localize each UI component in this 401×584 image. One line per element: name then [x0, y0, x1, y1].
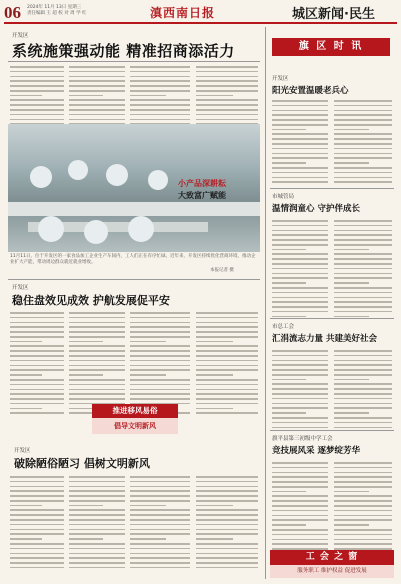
page-meta: 2024年 11月 13日 星期三 责任编辑 王 超 校 对 周 学 红 — [27, 5, 87, 16]
story2-tag: 开发区 — [12, 285, 29, 291]
lead-body-col3 — [130, 66, 190, 125]
right3-rule — [270, 318, 394, 319]
workers-box-title: 工 会 之 窗 — [270, 550, 394, 565]
newspaper-logo: 滇西南日报 — [150, 6, 216, 20]
right2-body-col1 — [272, 220, 328, 317]
right1-body-col1 — [272, 100, 328, 183]
right1-headline: 阳光安置温暖老兵心 — [272, 86, 349, 96]
feature-banner-label: 推进移风易俗 — [92, 404, 178, 418]
main-photo — [8, 124, 260, 252]
story3-body-col3 — [130, 476, 190, 568]
story2-body-col1 — [10, 312, 64, 414]
right4-headline: 竞技展风采 逐梦绽芳华 — [272, 446, 360, 456]
lead-tag: 开发区 — [12, 33, 29, 39]
right1-body-col2 — [334, 100, 392, 183]
section-title: 城区新闻·民生 — [292, 7, 375, 22]
story3-body-col4 — [196, 476, 258, 568]
photo-credit: 本报记者 摄 — [210, 268, 234, 273]
right4-tag: 旗平县第三初级中学工会 — [272, 436, 333, 442]
photo-caption: 11月11日，位于开发区的一家食品加工企业生产车间内，工人们正在有序忙碌。近年来，开发区持续优化营商环境，推动企业扩大产能，带动周边群众就近就业增收。 — [10, 254, 256, 265]
right1-tag: 开发区 — [272, 76, 289, 82]
right2-body-col2 — [334, 220, 392, 317]
story3-headline: 破除陋俗陋习 倡树文明新风 — [14, 457, 150, 470]
lead-headline: 系统施策强动能 精准招商添活力 — [12, 42, 235, 60]
feature-banner-sub: 倡导文明新风 — [92, 418, 178, 434]
right4-body-col2 — [334, 462, 392, 554]
photo-overlay-line2: 大致富广赋能 — [178, 190, 226, 200]
right2-headline: 温情润童心 守护伴成长 — [272, 204, 360, 214]
story2-body-col3 — [130, 312, 190, 414]
right2-tag: 市城管局 — [272, 194, 295, 200]
story2-rule — [8, 279, 260, 280]
story2-body-col4 — [196, 312, 258, 414]
story2-body-col2 — [69, 312, 125, 414]
story3-tag: 开发区 — [14, 448, 31, 454]
right2-rule — [270, 188, 394, 189]
column-divider — [265, 27, 266, 579]
right3-tag: 市总工会 — [272, 324, 295, 330]
right4-body-col1 — [272, 462, 328, 554]
photo-overlay-line1: 小产品深耕耘 — [178, 178, 226, 188]
story3-body-col1 — [10, 476, 64, 568]
right3-headline: 汇涓流志力量 共建美好社会 — [272, 334, 377, 344]
story2-headline: 稳住盘效见成效 护航发展促平安 — [12, 294, 170, 307]
right4-rule — [270, 430, 394, 431]
right3-body-col2 — [334, 350, 392, 428]
feature-banner — [92, 404, 178, 438]
masthead-rule — [4, 22, 397, 24]
story3-body-col2 — [69, 476, 125, 568]
workers-box — [270, 550, 394, 578]
right3-body-col1 — [272, 350, 328, 428]
right-banner: 旗 区 时 讯 — [272, 38, 390, 56]
lead-rule — [8, 61, 260, 62]
lead-body-col4 — [196, 66, 258, 125]
page-number: 06 — [4, 3, 21, 22]
workers-box-footer: 服务职工 维护权益 促进发展 — [270, 565, 394, 578]
